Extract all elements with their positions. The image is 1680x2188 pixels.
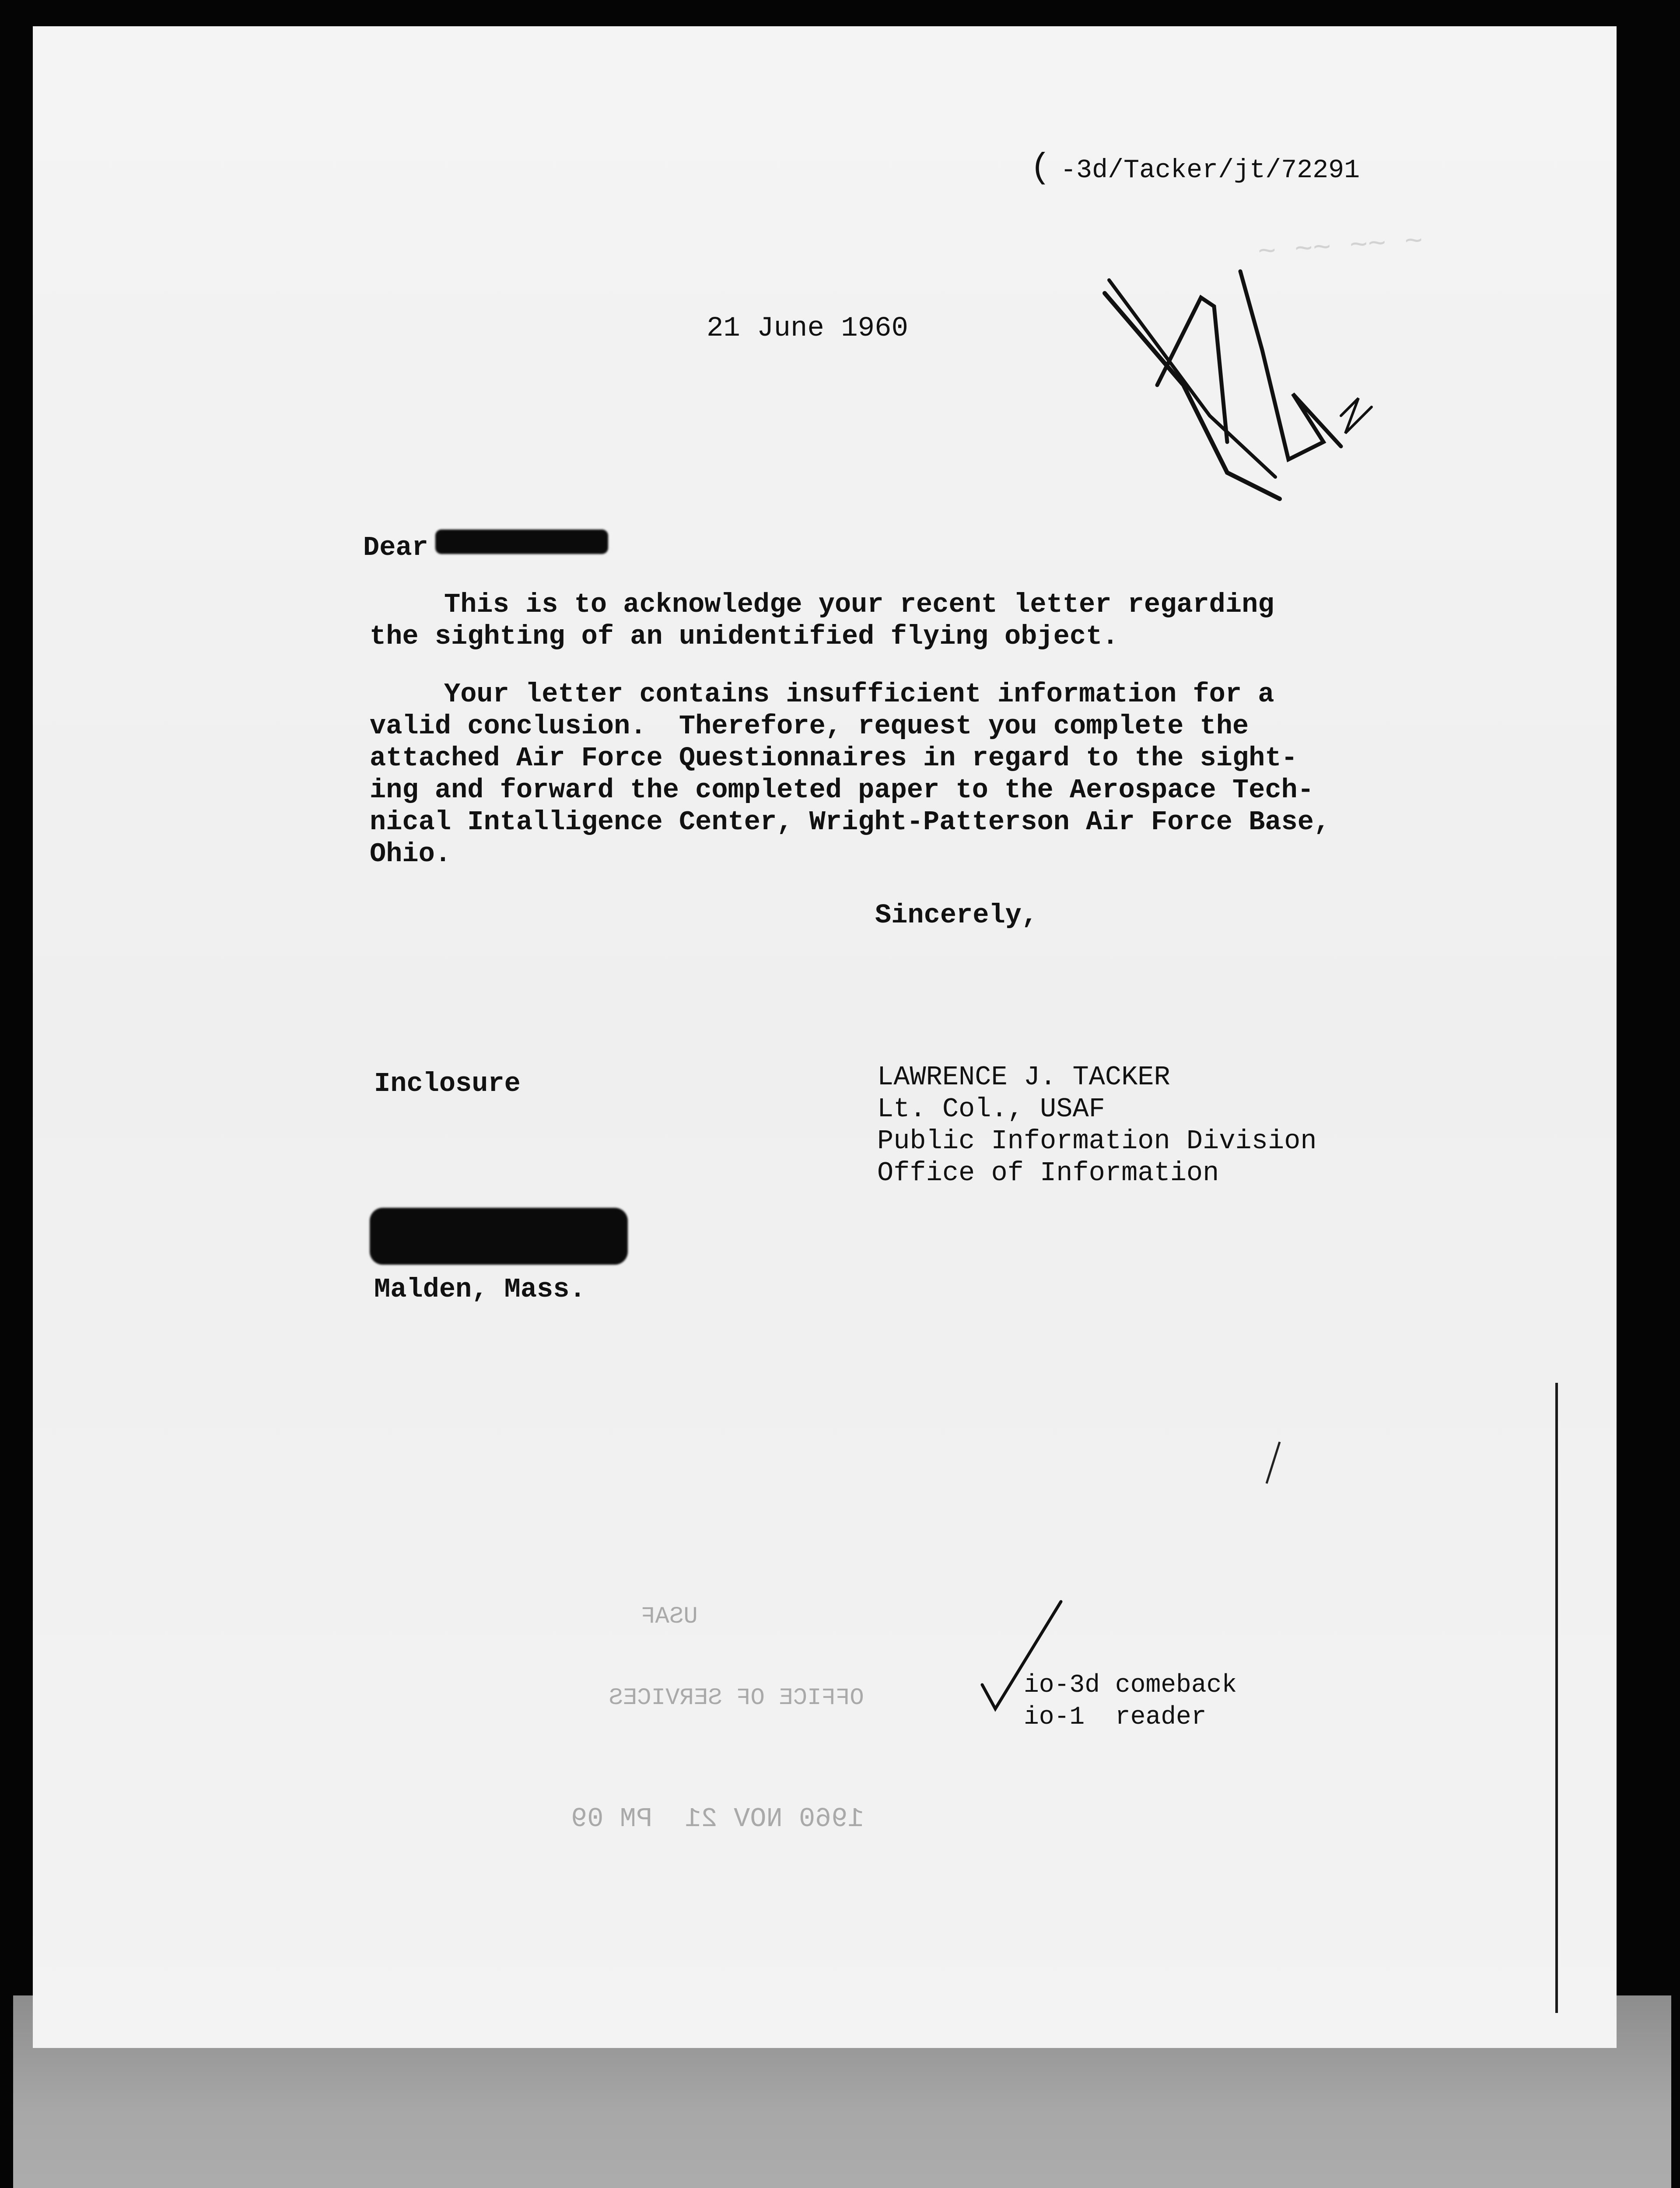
reference-bracket: ( bbox=[1030, 148, 1051, 188]
mirrored-stamp bbox=[571, 1549, 864, 1887]
signatory-office: Office of Information bbox=[877, 1157, 1219, 1189]
paragraph-line: the sighting of an unidentified flying object. bbox=[370, 621, 1119, 652]
signatory-name: LAWRENCE J. TACKER bbox=[877, 1062, 1170, 1093]
paragraph-line: valid conclusion. Therefore, request you complete the bbox=[370, 711, 1249, 742]
paragraph-line: ing and forward the completed paper to the Aerospace Tech- bbox=[370, 775, 1314, 806]
paragraph-line: nical Intalligence Center, Wright-Patterson Air Force Base, bbox=[370, 806, 1330, 838]
paragraph-line: Ohio. bbox=[370, 838, 452, 870]
letter-date: 21 June 1960 bbox=[707, 313, 908, 344]
routing-line-reader: io-1 reader bbox=[1024, 1703, 1207, 1732]
handwritten-initials-signature bbox=[1096, 254, 1428, 525]
enclosure-note: Inclosure bbox=[374, 1068, 521, 1099]
letter-page bbox=[33, 26, 1617, 2048]
signatory-division: Public Information Division bbox=[877, 1126, 1317, 1157]
page-edge-rule bbox=[1555, 1383, 1558, 2013]
paragraph-line: attached Air Force Questionnaires in regard to the sight- bbox=[370, 743, 1298, 774]
recipient-city: Malden, Mass. bbox=[374, 1274, 586, 1305]
paragraph-line: Your letter contains insufficient information for a bbox=[444, 679, 1274, 710]
bleed-through-ghost: ~ ~~ ~~ ~ bbox=[1256, 224, 1424, 271]
stray-pen-mark bbox=[1260, 1440, 1286, 1488]
signatory-rank: Lt. Col., USAF bbox=[877, 1094, 1105, 1125]
stamp-line: USAF bbox=[641, 1603, 698, 1630]
stamp-line: 1960 NOV 21 PM 09 bbox=[571, 1803, 864, 1834]
redacted-recipient-address bbox=[370, 1208, 628, 1265]
routing-line-comeback: io-3d comeback bbox=[1024, 1671, 1237, 1700]
reference-code: -3d/Tacker/jt/72291 bbox=[1060, 156, 1360, 186]
redacted-recipient-name bbox=[435, 529, 608, 554]
stamp-line: OFFICE OF SERVICES bbox=[609, 1685, 864, 1711]
salutation: Dear bbox=[363, 532, 428, 563]
paragraph-line: This is to acknowledge your recent letter regarding bbox=[444, 589, 1274, 620]
reference-line bbox=[967, 120, 1360, 219]
closing: Sincerely, bbox=[875, 900, 1038, 931]
